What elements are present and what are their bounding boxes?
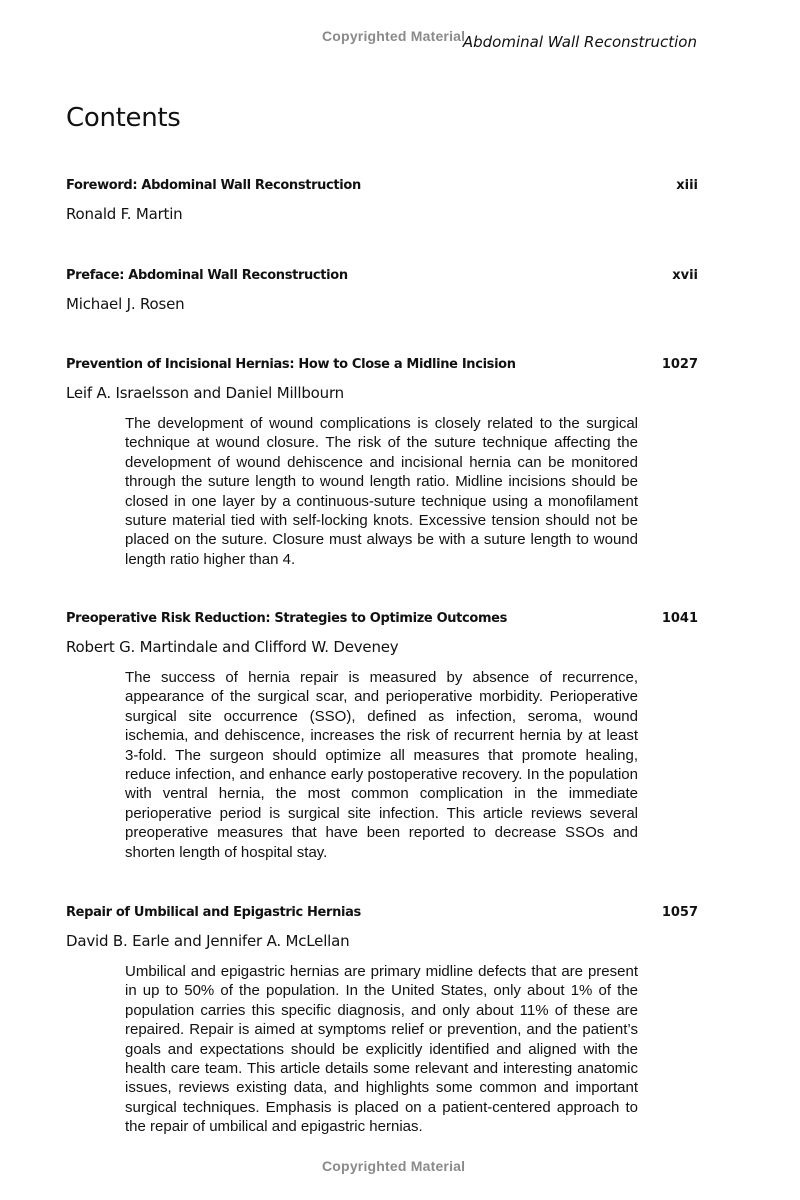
entry-page-number: 1041 [661, 611, 698, 626]
entry-title[interactable]: Preoperative Risk Reduction: Strategies to Optimize Outcomes [66, 611, 508, 626]
toc-entry-prevention-incisional-hernias [66, 357, 698, 569]
entry-authors: Ronald F. Martin [66, 205, 183, 223]
entry-abstract: The success of hernia repair is measured by absence of recurrence, appearance of the surgical scar, and perioperative morbidity. Perioperative surgical site occurrence (SSO), defined as infection, seroma, wound ischemia, and dehiscence, increases the risk of recurrent hernia by at least 3-fold. The surgeon should optimize all measures that promote healing, reduce infection, and enhance early postoperative recovery. In the population with ventral hernia, the most common complication in the immediate perioperative period is surgical site infection. This article reviews several preoperative measures that have been reported to decrease SSOs and shorten length of hospital stay. [125, 669, 638, 861]
copyright-watermark-top: Copyrighted Material [322, 28, 466, 44]
entry-authors: David B. Earle and Jennifer A. McLellan [66, 932, 350, 950]
entry-page-number: 1057 [661, 905, 698, 920]
copyright-watermark-bottom: Copyrighted Material [322, 1158, 466, 1174]
entry-authors: Robert G. Martindale and Clifford W. Deveney [66, 638, 399, 656]
toc-entry-preface [66, 268, 698, 313]
entry-page-number: 1027 [661, 357, 698, 372]
entry-title[interactable]: Foreword: Abdominal Wall Reconstruction [66, 178, 361, 193]
entry-title[interactable]: Prevention of Incisional Hernias: How to Close a Midline Incision [66, 357, 516, 372]
entry-title[interactable]: Preface: Abdominal Wall Reconstruction [66, 268, 348, 283]
entry-page-number: xiii [676, 178, 698, 193]
entry-abstract: Umbilical and epigastric hernias are primary midline defects that are present in up to 50% of the population. In the United States, only about 1% of the population carries this specific diagnosis, and only about 11% of these are repaired. Repair is aimed at symptoms relief or prevention, and the patient’s goals and expectations should be explicitly identified and aligned with the health care team. This article details some relevant and interesting anatomic issues, reviews existing data, and highlights some common and important surgical techniques. Emphasis is placed on a patient-centered approach to the repair of umbilical and epigastric hernias. [125, 963, 638, 1136]
entry-authors: Michael J. Rosen [66, 295, 185, 313]
toc-entry-preoperative-risk-reduction [66, 611, 698, 862]
entry-page-number: xvii [672, 268, 698, 283]
toc-entry-umbilical-epigastric-hernias [66, 905, 698, 1137]
entry-authors: Leif A. Israelsson and Daniel Millbourn [66, 384, 344, 402]
entry-abstract: The development of wound complications is closely related to the surgical technique at wound closure. The risk of the suture technique affecting the development of wound dehiscence and incisional hernia can be monitored through the suture length to wound length ratio. Midline incisions should be closed in one layer by a continuous-suture technique using a monofilament suture material tied with self-locking knots. Excessive tension should not be placed on the suture. Closure must always be with a suture length to wound length ratio higher than 4. [125, 415, 638, 568]
entry-title[interactable]: Repair of Umbilical and Epigastric Hernias [66, 905, 361, 920]
running-head: Abdominal Wall Reconstruction [462, 33, 697, 51]
toc-entry-foreword [66, 178, 698, 223]
page-title: Contents [66, 103, 181, 133]
